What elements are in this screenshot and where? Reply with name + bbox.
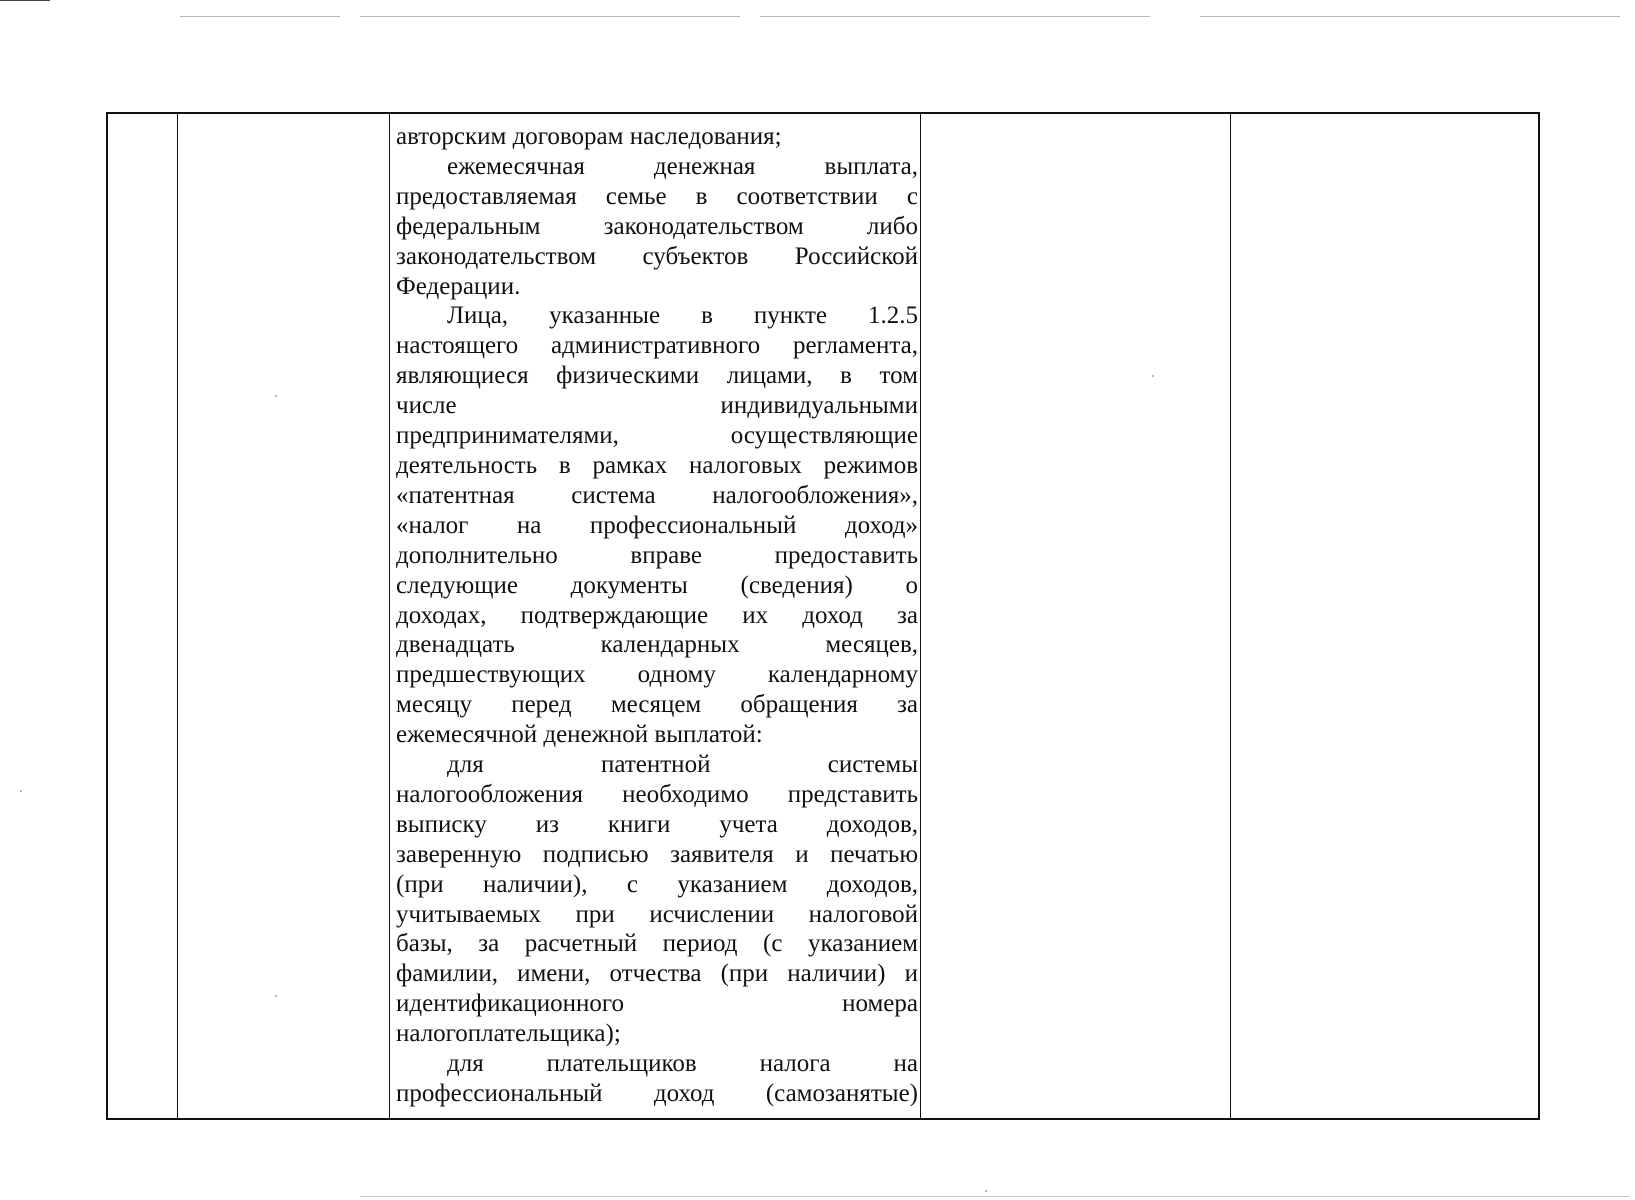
text-line: предшествующих одному календарному xyxy=(396,661,918,689)
text-line: «патентная система налогообложения», xyxy=(396,481,918,509)
text-line: учитываемых при исчислении налоговой xyxy=(396,900,918,928)
text-line: месяцу перед месяцем обращения за xyxy=(396,691,918,719)
scan-edge-top xyxy=(1200,16,1620,17)
text-line: ежемесячная денежная выплата, xyxy=(447,152,918,180)
scan-edge-top xyxy=(0,0,50,1)
text-line: заверенную подписью заявителя и печатью xyxy=(396,840,918,868)
text-line: являющиеся физическими лицами, в том xyxy=(396,362,918,390)
text-line: выписку из книги учета доходов, xyxy=(396,810,918,838)
scan-speck xyxy=(20,790,22,792)
document-table xyxy=(106,112,1540,1120)
column-divider xyxy=(177,114,178,1118)
text-line: предпринимателями, осуществляющие xyxy=(396,422,918,450)
text-line: для плательщиков налога на xyxy=(447,1050,918,1078)
text-line: доходах, подтверждающие их доход за xyxy=(396,601,918,629)
scan-speck xyxy=(985,1190,987,1192)
text-line: фамилии, имени, отчества (при наличии) и xyxy=(396,960,918,988)
text-line: Федерации. xyxy=(396,272,521,300)
text-line: числе индивидуальными xyxy=(396,392,918,420)
text-line: двенадцать календарных месяцев, xyxy=(396,631,918,659)
column-divider xyxy=(1230,114,1231,1118)
scan-edge-top xyxy=(360,16,740,17)
scan-edge-bottom xyxy=(360,1196,1630,1197)
text-line: федеральным законодательством либо xyxy=(396,212,918,240)
text-line: следующие документы (сведения) о xyxy=(396,571,918,599)
scan-edge-top xyxy=(180,16,340,17)
text-line: настоящего административного регламента, xyxy=(396,332,918,360)
text-line: налогоплательщика); xyxy=(396,1020,621,1048)
text-line: дополнительно вправе предоставить xyxy=(396,541,918,569)
text-line: профессиональный доход (самозанятые) xyxy=(396,1080,918,1107)
text-line: законодательством субъектов Российской xyxy=(396,242,918,270)
text-line: базы, за расчетный период (с указанием xyxy=(396,930,918,958)
text-line: ежемесячной денежной выплатой: xyxy=(396,721,763,749)
text-line: «налог на профессиональный доход» xyxy=(396,511,918,539)
column-divider xyxy=(920,114,921,1118)
text-line: авторским договорам наследования; xyxy=(396,123,782,150)
text-line: налогообложения необходимо представить xyxy=(396,780,918,808)
text-line: для патентной системы xyxy=(447,751,918,779)
regulation-text-cell xyxy=(396,122,918,1112)
text-line: (при наличии), с указанием доходов, xyxy=(396,870,918,898)
text-line: идентификационного номера xyxy=(396,990,918,1018)
column-divider xyxy=(389,114,390,1118)
text-line: деятельность в рамках налоговых режимов xyxy=(396,451,918,479)
scan-edge-top xyxy=(760,16,1150,17)
text-line: Лица, указанные в пункте 1.2.5 xyxy=(447,302,918,330)
text-line: предоставляемая семье в соответствии с xyxy=(396,182,918,210)
